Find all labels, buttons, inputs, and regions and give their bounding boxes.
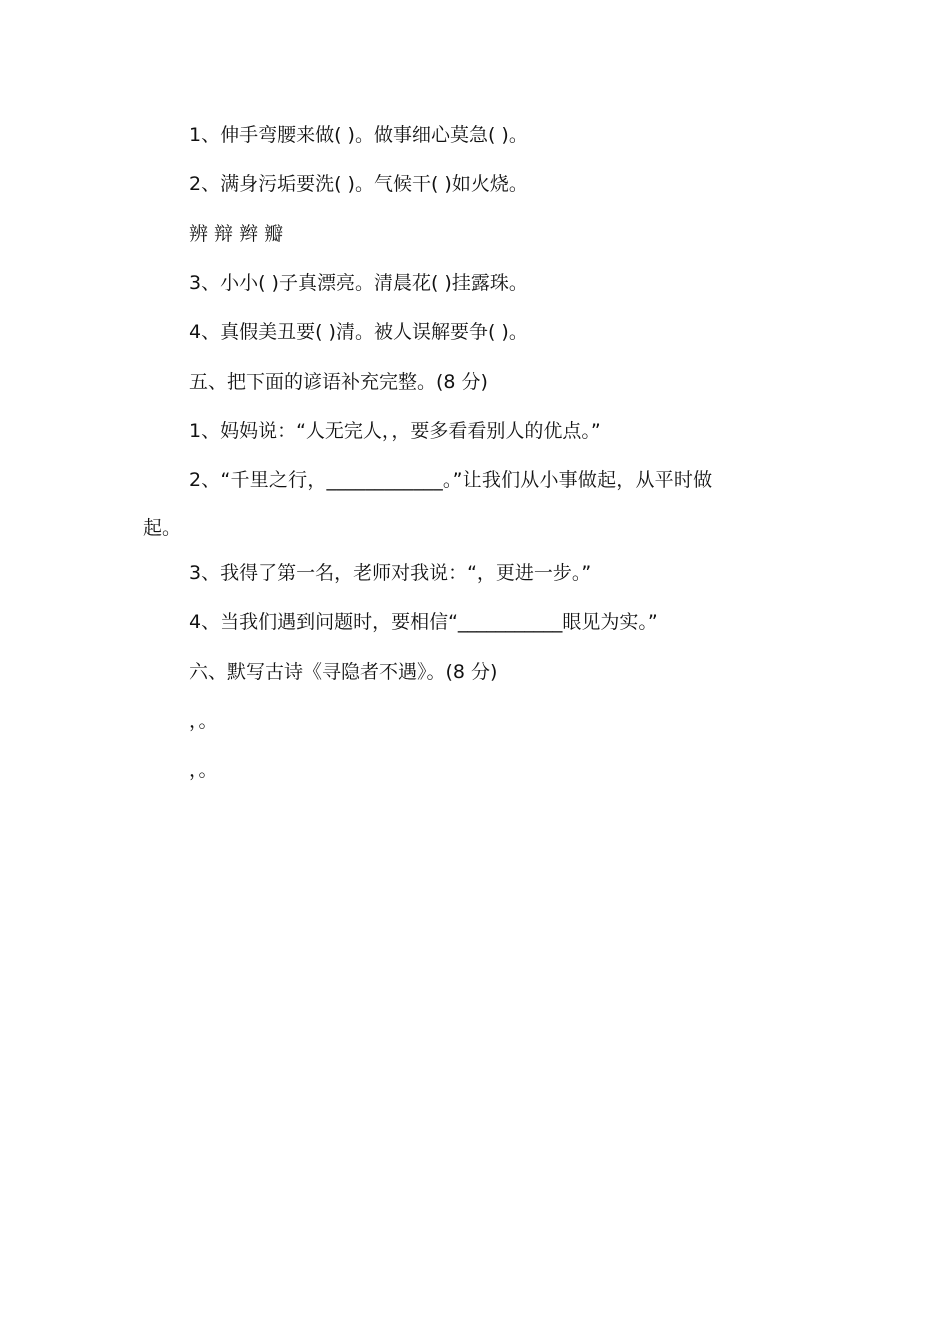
proverb-line-1: 1、妈妈说：“人无完人，，要多看看别人的优点。” <box>189 420 601 442</box>
exercise-line-2: 2、满身污垢要洗( )。气候干( )如火烧。 <box>189 173 528 195</box>
proverb-line-4: 4、当我们遇到问题时，要相信“___________眼见为实。” <box>189 611 658 633</box>
exercise-line-4: 4、真假美丑要( )清。被人误解要争( )。 <box>189 321 528 343</box>
section-five-heading: 五、把下面的谚语补充完整。(8 分) <box>189 371 488 393</box>
poem-line-1: ，。 <box>189 710 218 732</box>
proverb-line-2-continued: 起。 <box>143 517 182 539</box>
poem-line-2: ，。 <box>189 759 218 781</box>
section-six-heading: 六、默写古诗《寻隐者不遇》。(8 分) <box>189 661 498 683</box>
character-options-line: 辨 辩 辫 瓣 <box>189 223 284 245</box>
exercise-line-3: 3、小小( )子真漂亮。清晨花( )挂露珠。 <box>189 272 528 294</box>
proverb-line-3: 3、我得了第一名，老师对我说：“，更进一步。” <box>189 562 592 584</box>
exercise-line-1: 1、伸手弯腰来做( )。做事细心莫急( )。 <box>189 124 528 146</box>
proverb-line-2: 2、“千里之行，____________。”让我们从小事做起，从平时做 <box>189 469 713 491</box>
